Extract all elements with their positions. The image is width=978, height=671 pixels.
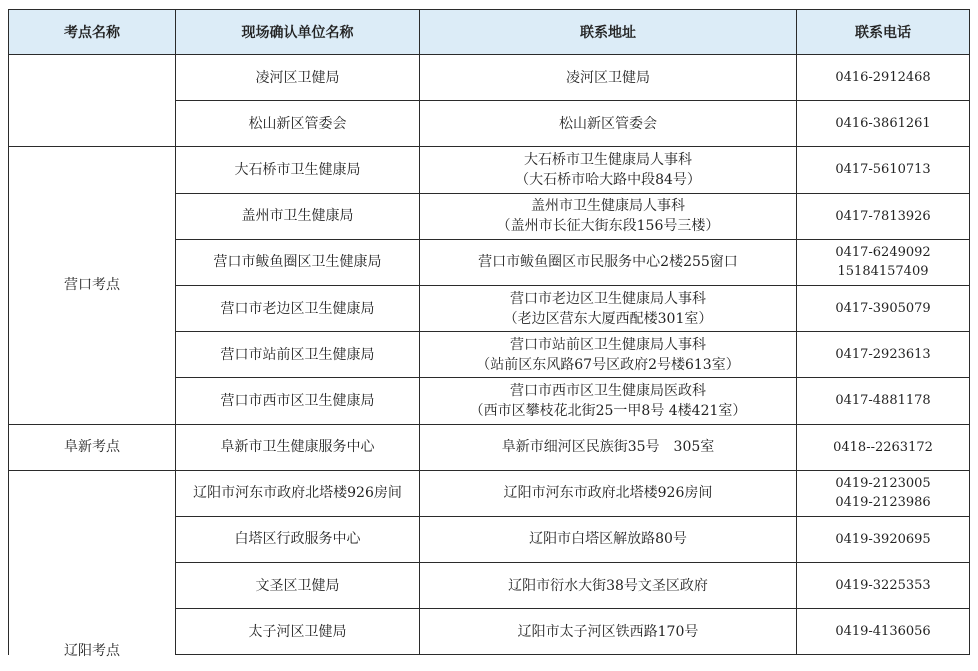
address: 营口市老边区卫生健康局人事科 （老边区营东大厦西配楼301室） [420, 285, 797, 331]
phone: 0418--2263172 [797, 424, 970, 470]
phone: 0419-3225353 [797, 563, 970, 609]
phone: 0419-2123005 0419-2123986 [797, 470, 970, 516]
unit-name: 营口市站前区卫生健康局 [176, 332, 420, 378]
phone: 0417-5610713 [797, 147, 970, 193]
site-name: 营口考点 [9, 147, 176, 424]
address: 辽阳市白塔区解放路80号 [420, 516, 797, 562]
address: 辽阳市太子河区铁西路170号 [420, 609, 797, 655]
address: 辽阳市衍水大街38号文圣区政府 [420, 563, 797, 609]
unit-name: 太子河区卫健局 [176, 609, 420, 655]
site-name-text: 辽阳考点 [64, 642, 120, 659]
table-row [9, 55, 970, 101]
address: 营口市鲅鱼圈区市民服务中心2楼255窗口 [420, 239, 797, 285]
site-name: 阜新考点 [9, 424, 176, 470]
phone: 0416-3861261 [797, 101, 970, 147]
address: 盖州市卫生健康局人事科 （盖州市长征大街东段156号三楼） [420, 193, 797, 239]
unit-name: 营口市西市区卫生健康局 [176, 378, 420, 424]
unit-name: 凌河区卫健局 [176, 55, 420, 101]
table-header-row [9, 10, 970, 55]
address: 阜新市细河区民族街35号 305室 [420, 424, 797, 470]
phone: 0417-3905079 [797, 285, 970, 331]
phone: 0417-6249092 15184157409 [797, 239, 970, 285]
unit-name: 营口市老边区卫生健康局 [176, 285, 420, 331]
phone: 0417-7813926 [797, 193, 970, 239]
unit-name: 辽阳市河东市政府北塔楼926房间 [176, 470, 420, 516]
site-name [9, 470, 176, 659]
unit-name: 文圣区卫健局 [176, 563, 420, 609]
header-phone: 联系电话 [797, 10, 970, 55]
phone: 0417-4881178 [797, 378, 970, 424]
table-row [9, 147, 970, 193]
address: 营口市西市区卫生健康局医政科 （西市区攀枝花北街25一甲8号 4楼421室） [420, 378, 797, 424]
table-row [9, 424, 970, 470]
exam-site-table [8, 9, 970, 659]
address: 辽阳市河东市政府北塔楼926房间 [420, 470, 797, 516]
phone: 0416-2912468 [797, 55, 970, 101]
address: 松山新区管委会 [420, 101, 797, 147]
unit-name: 松山新区管委会 [176, 101, 420, 147]
header-site: 考点名称 [9, 10, 176, 55]
phone: 0417-2923613 [797, 332, 970, 378]
unit-name: 大石桥市卫生健康局 [176, 147, 420, 193]
address: 营口市站前区卫生健康局人事科 （站前区东风路67号区政府2号楼613室） [420, 332, 797, 378]
address: 大石桥市卫生健康局人事科 （大石桥市哈大路中段84号） [420, 147, 797, 193]
unit-name: 营口市鲅鱼圈区卫生健康局 [176, 239, 420, 285]
header-unit: 现场确认单位名称 [176, 10, 420, 55]
table-row [9, 470, 970, 516]
phone: 0419-3920695 [797, 516, 970, 562]
unit-name: 阜新市卫生健康服务中心 [176, 424, 420, 470]
unit-name: 白塔区行政服务中心 [176, 516, 420, 562]
site-name [9, 55, 176, 147]
phone: 0419-4136056 [797, 609, 970, 655]
header-address: 联系地址 [420, 10, 797, 55]
address: 凌河区卫健局 [420, 55, 797, 101]
unit-name: 盖州市卫生健康局 [176, 193, 420, 239]
